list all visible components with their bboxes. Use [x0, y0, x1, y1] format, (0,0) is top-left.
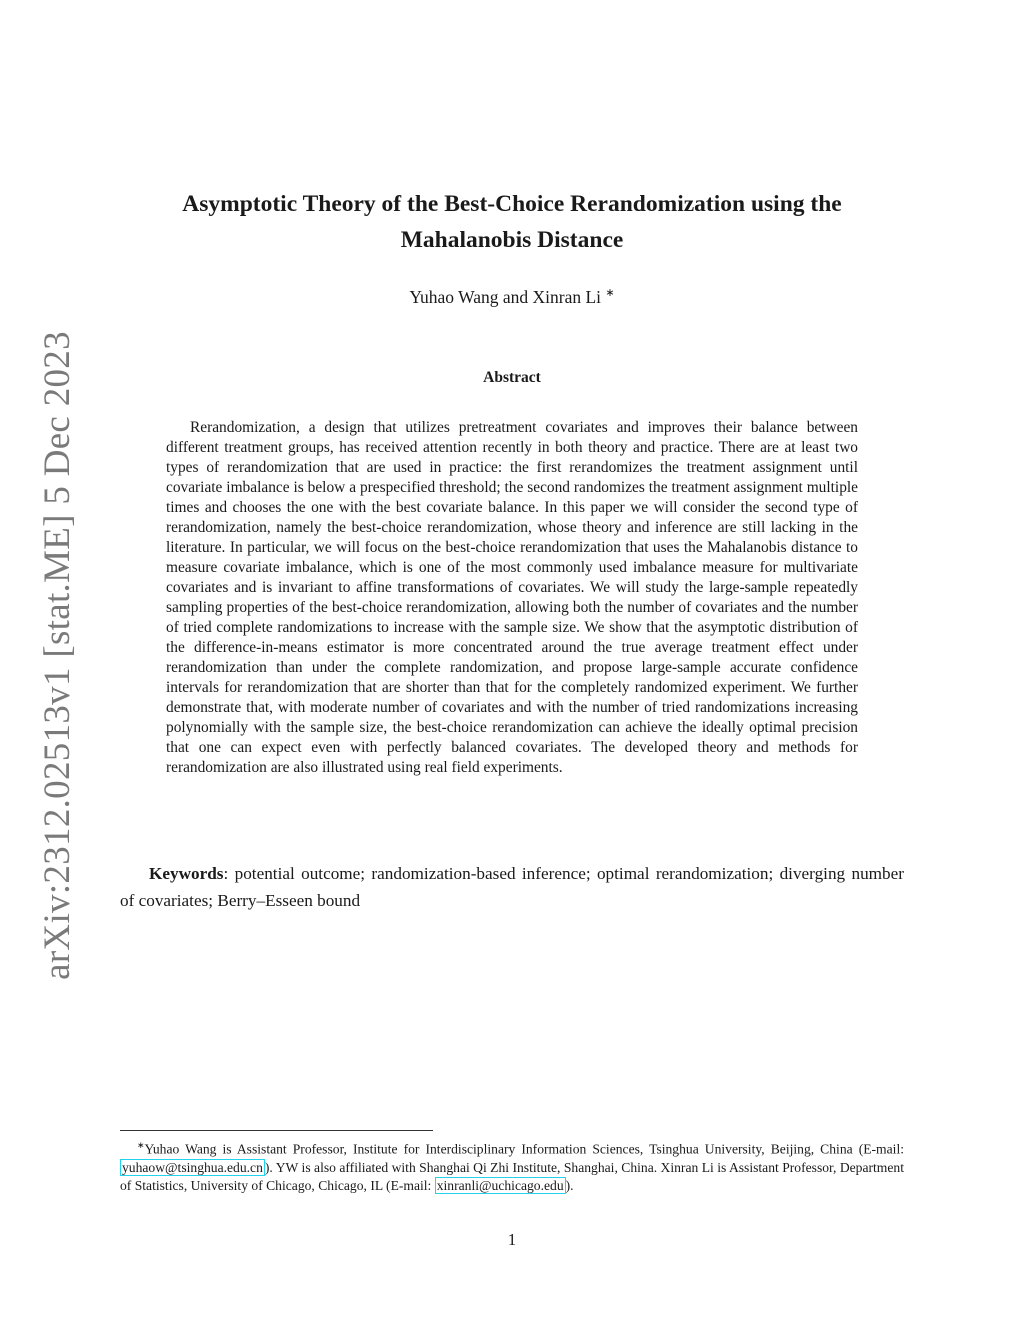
author-names: Yuhao Wang and Xinran Li: [409, 286, 602, 307]
email-link-yuhao[interactable]: yuhaow@tsinghua.edu.cn: [122, 1159, 263, 1175]
footnote-text-3: ).: [565, 1177, 574, 1193]
author-footnote-mark[interactable]: ∗: [605, 287, 615, 299]
keywords: [120, 860, 904, 914]
arxiv-stamp: [22, 330, 92, 980]
keywords-text: : potential outcome; randomization-based inference; optimal rerandomization; diverging number of covariates; Berry–Esseen bound: [120, 864, 904, 910]
footnote-rule: [120, 1130, 433, 1131]
paper-title: Asymptotic Theory of the Best-Choice Rerandomization using the Mahalanobis Distance: [182, 191, 842, 253]
authors: [120, 286, 904, 308]
abstract-text: Rerandomization, a design that utilizes pretreatment covariates and improves their balance between different treatment groups, has received attention recently in both theory and practice. There are at least two types of rerandomization that are used in practice: the first rerandomizes the treatment assignment until covariate imbalance is below a prespecified threshold; the second randomizes the treatment assignment multiple times and chooses the one with the best covariate balance. In this paper we will consider the second type of rerandomization, namely the best-choice rerandomization, whose theory and inference are still lacking in the literature. In particular, we will focus on the best-choice rerandomization that uses the Mahalanobis distance to measure covariate imbalance, which is one of the most commonly used imbalance measure for multivariate covariates and is invariant to affine transformations of covariates. We will study the large-sample repeatedly sampling properties of the best-choice rerandomization, allowing both the number of covariates and the number of tried complete randomizations to increase with the sample size. We show that the asymptotic distribution of the difference-in-means estimator is more concentrated around the true average treatment effect under rerandomization than under the complete randomization, and propose large-sample accurate confidence intervals for rerandomization that are shorter than that for the completely randomized experiment. We further demonstrate that, with moderate number of covariates and with the number of tried randomizations increasing polynomially with the sample size, the best-choice rerandomization can achieve the ideally optimal precision that one can expect even with perfectly balanced covariates. The developed theory and methods for rerandomization are also illustrated using real field experiments.: [166, 419, 858, 776]
email-link-xinran[interactable]: xinranli@uchicago.edu: [436, 1177, 564, 1193]
footnote-mark: ∗: [137, 1140, 145, 1150]
footnote-text-1: Yuhao Wang is Assistant Professor, Institute for Interdisciplinary Information Sciences, Tsinghua University, Beijing, China (E-mail:: [144, 1141, 904, 1157]
keywords-label: Keywords: [149, 864, 224, 883]
page-number: 1: [507, 1230, 517, 1249]
footnote-text-2: ). YW is also affiliated with Shanghai Qi Zhi Institute, Shanghai, China. Xinran Li is Assistant Professor, Department of Statistics, University of Chicago, Chicago, IL (E-mail:: [120, 1159, 904, 1193]
abstract-heading: Abstract: [483, 369, 541, 386]
footnote: [120, 1136, 904, 1195]
arxiv-stamp-text: arXiv:2312.02513v1 [stat.ME] 5 Dec 2023: [36, 330, 78, 980]
